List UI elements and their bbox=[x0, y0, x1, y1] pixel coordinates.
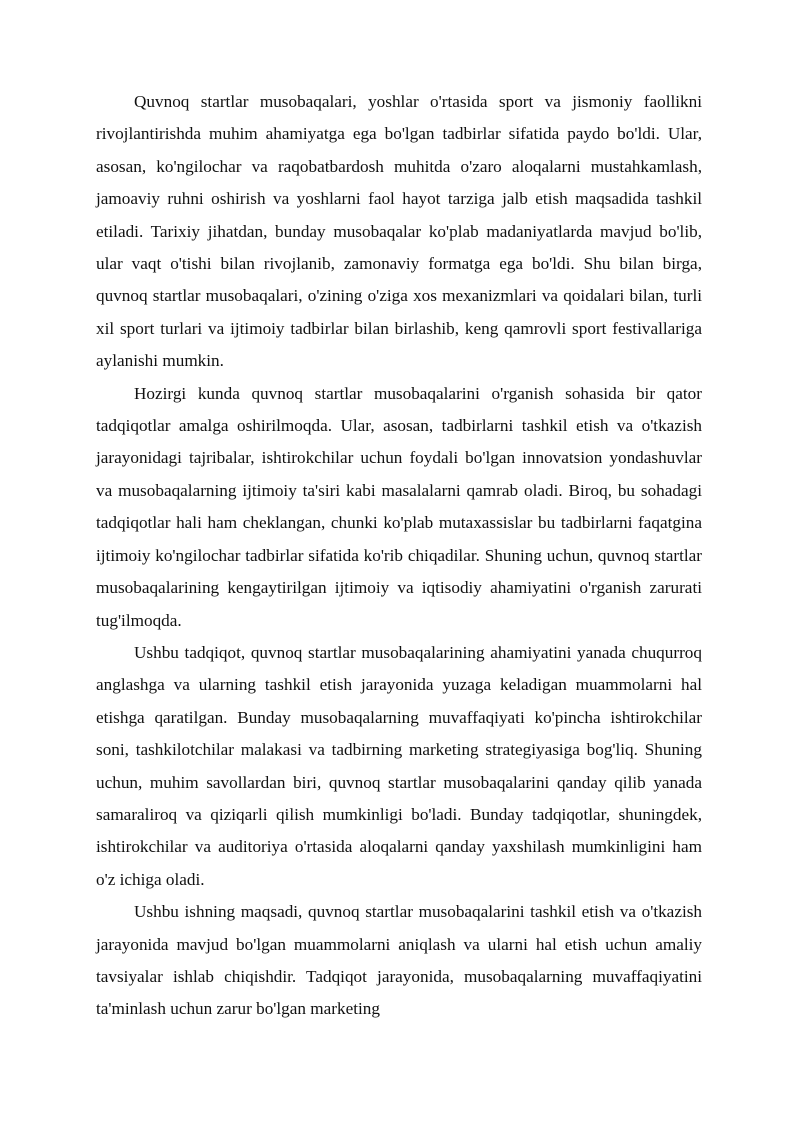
paragraph-work-goal: Ushbu ishning maqsadi, quvnoq startlar musobaqalarini tashkil etish va o'tkazish jarayonida mavjud bo'lgan muammolarni aniqlash va ularni hal etish uchun amaliy tavsiyalar ishlab chiqishdir. Tadqiqot jarayonida, musobaqalarning muvaffaqiyatini ta'minlash uchun zarur bo'lgan marketing bbox=[96, 902, 702, 1019]
document-page bbox=[96, 86, 702, 1026]
paragraph-research-focus: Ushbu tadqiqot, quvnoq startlar musobaqalarining ahamiyatini yanada chuqurroq anglashga va ularning tashkil etish jarayonida yuzaga keladigan muammolarni hal etishga qaratilgan. Bunday musobaqalarning muvaffaqiyati ko'pincha ishtirokchilar soni, tashkilotchilar malakasi va tadbirning marketing strategiyasiga bog'liq. Shuning uchun, muhim savollardan biri, quvnoq startlar musobaqalarini qanday qilib yanada samaraliroq va qiziqarli qilish mumkinligi bo'ladi. Bunday tadqiqotlar, shuningdek, ishtirokchilar va auditoriya o'rtasida aloqalarni qanday yaxshilash mumkinligini ham o'z ichiga oladi. bbox=[96, 642, 702, 889]
paragraph-intro: Quvnoq startlar musobaqalari, yoshlar o'rtasida sport va jismoniy faollikni rivojlantirishda muhim ahamiyatga ega bo'lgan tadbirlar sifatida paydo bo'ldi. Ular, asosan, ko'ngilochar va raqobatbardosh muhitda o'zaro aloqalarni mustahkamlash, jamoaviy ruhni oshirish va yoshlarni faol hayot tarziga jalb etish maqsadida tashkil etiladi. Tarixiy jihatdan, bunday musobaqalar ko'plab madaniyatlarda mavjud bo'lib, ular vaqt o'tishi bilan rivojlanib, zamonaviy formatga ega bo'ldi. Shu bilan birga, quvnoq startlar musobaqalari, o'zining o'ziga xos mexanizmlari va qoidalari bilan, turli xil sport turlari va ijtimoiy tadbirlar bilan birlashib, keng qamrovli sport festivallariga aylanishi mumkin. bbox=[96, 92, 702, 371]
paragraph-current-research: Hozirgi kunda quvnoq startlar musobaqalarini o'rganish sohasida bir qator tadqiqotlar amalga oshirilmoqda. Ular, asosan, tadbirlarni tashkil etish va o'tkazish jarayonidagi tajribalar, ishtirokchilar uchun foydali bo'lgan innovatsion yondashuvlar va musobaqalarning ijtimoiy ta'siri kabi masalalarni qamrab oladi. Biroq, bu sohadagi tadqiqotlar hali ham cheklangan, chunki ko'plab mutaxassislar bu tadbirlarni faqatgina ijtimoiy ko'ngilochar tadbirlar sifatida ko'rib chiqadilar. Shuning uchun, quvnoq startlar musobaqalarining kengaytirilgan ijtimoiy va iqtisodiy ahamiyatini o'rganish zarurati tug'ilmoqda. bbox=[96, 383, 702, 630]
